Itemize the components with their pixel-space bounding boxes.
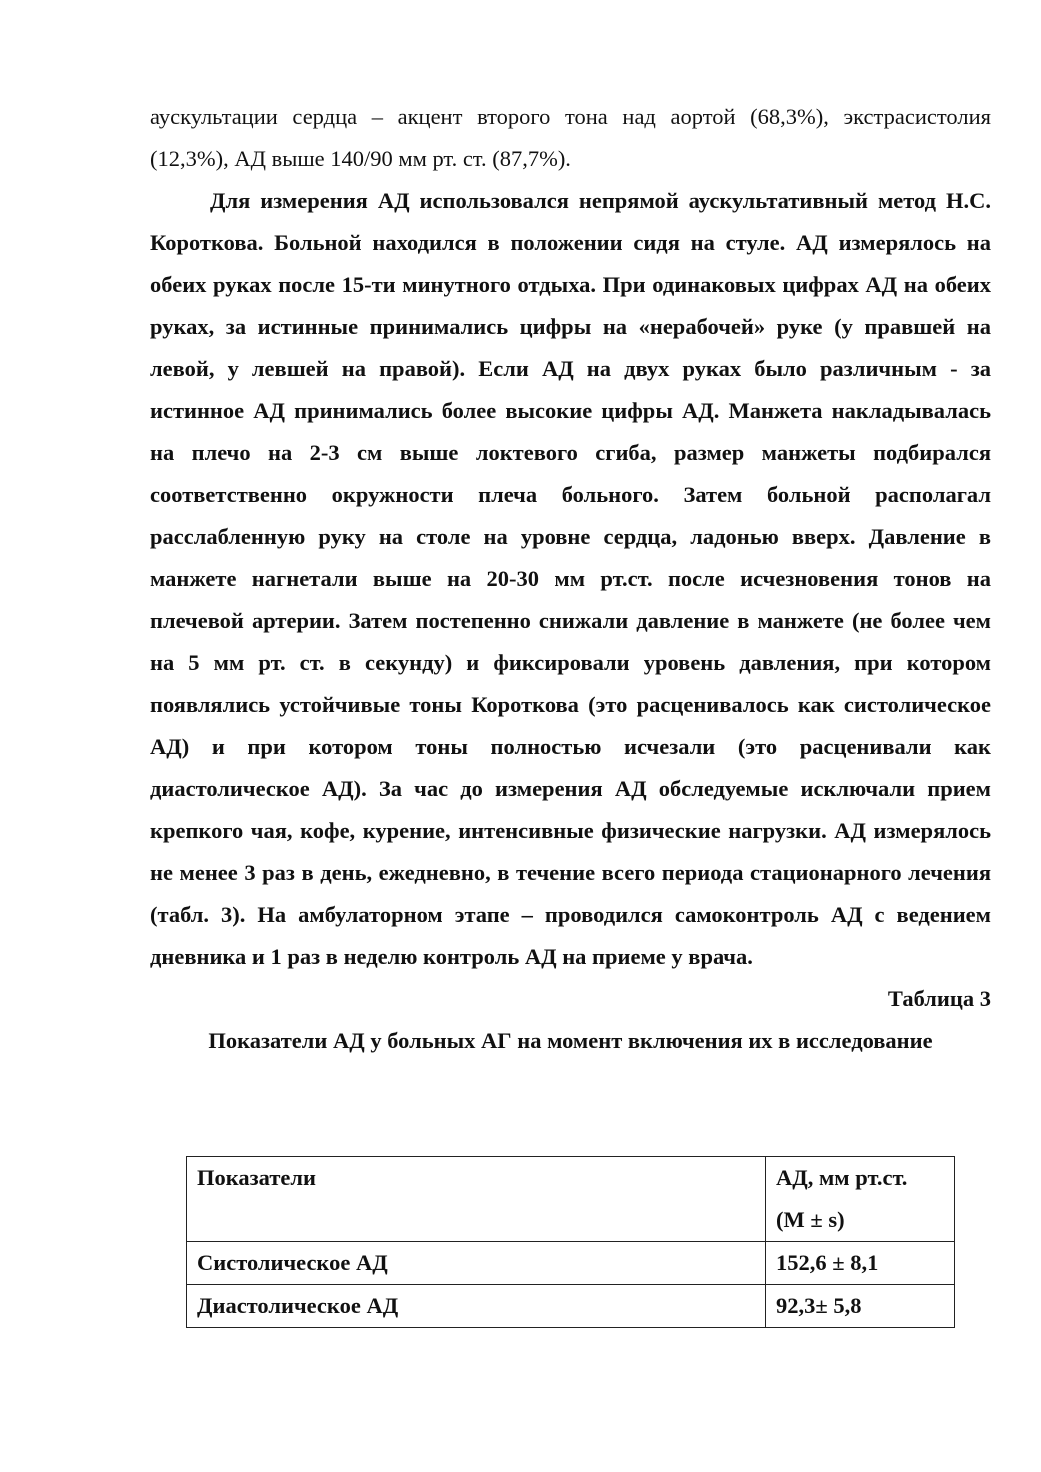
paragraph-bp-measurement-method: Для измерения АД использовался непрямой аускультативный метод Н.С. Короткова. Больной находился в положении сидя на стуле. АД измерялось на обеих руках после 15-ти минутного отдыха. При одинаковых цифрах АД на обеих руках, за истинные принимались цифры на «нерабочей» руке (у правшей на левой, у левшей на правой). Если АД на двух руках было различным - за истинное АД принимались более высокие цифры АД. Манжета накладывалась на плечо на 2-3 см выше локтевого сгиба, размер манжеты подбирался соответственно окружности плеча больного. Затем больной располагал расслабленную руку на столе на уровне сердца, ладонью вверх. Давление в манжете нагнетали выше на 20-30 мм рт.ст. после исчезновения тонов на плечевой артерии. Затем постепенно снижали давление в манжете (не более чем на 5 мм рт. ст. в секунду) и фиксировали уровень давления, при котором появлялись устойчивые тоны Короткова (это расценивалось как систолическое АД) и при котором тоны полностью исчезали (это расценивали как диастолическое АД). За час до измерения АД обследуемые исключали прием крепкого чая, кофе, курение, интенсивные физические нагрузки. АД измерялось не менее 3 раз в день, ежедневно, в течение всего периода стационарного лечения (табл. 3). На амбулаторном этапе – проводился самоконтроль АД с ведением дневника и 1 раз в неделю контроль АД на приеме у врача. xyxy=(150,188,991,969)
table-header-row xyxy=(187,1157,955,1242)
row-label-cell: Систолическое АД xyxy=(187,1242,766,1285)
header-indicators-cell xyxy=(187,1157,766,1242)
header-bp-stat-label: (M ± s) xyxy=(776,1207,845,1232)
table-row xyxy=(187,1242,955,1285)
header-bp-cell xyxy=(766,1157,955,1242)
bp-indicators-table xyxy=(186,1156,955,1328)
header-bp-unit-label: АД, мм рт.ст. xyxy=(776,1165,908,1190)
table-row xyxy=(187,1285,955,1328)
row-label-cell: Диастолическое АД xyxy=(187,1285,766,1328)
paragraph-auscultation: аускультации сердца – акцент второго тона над аортой (68,3%), экстрасистолия (12,3%), АД выше 140/90 мм рт. ст. (87,7%). xyxy=(150,104,991,171)
table-number-caption: Таблица 3 xyxy=(887,986,991,1011)
document-page xyxy=(150,96,991,1062)
table-title: Показатели АД у больных АГ на момент включения их в исследование xyxy=(208,1028,933,1053)
row-value-cell: 92,3± 5,8 xyxy=(766,1285,955,1328)
header-indicators-label: Показатели xyxy=(197,1165,316,1190)
row-value-cell: 152,6 ± 8,1 xyxy=(766,1242,955,1285)
